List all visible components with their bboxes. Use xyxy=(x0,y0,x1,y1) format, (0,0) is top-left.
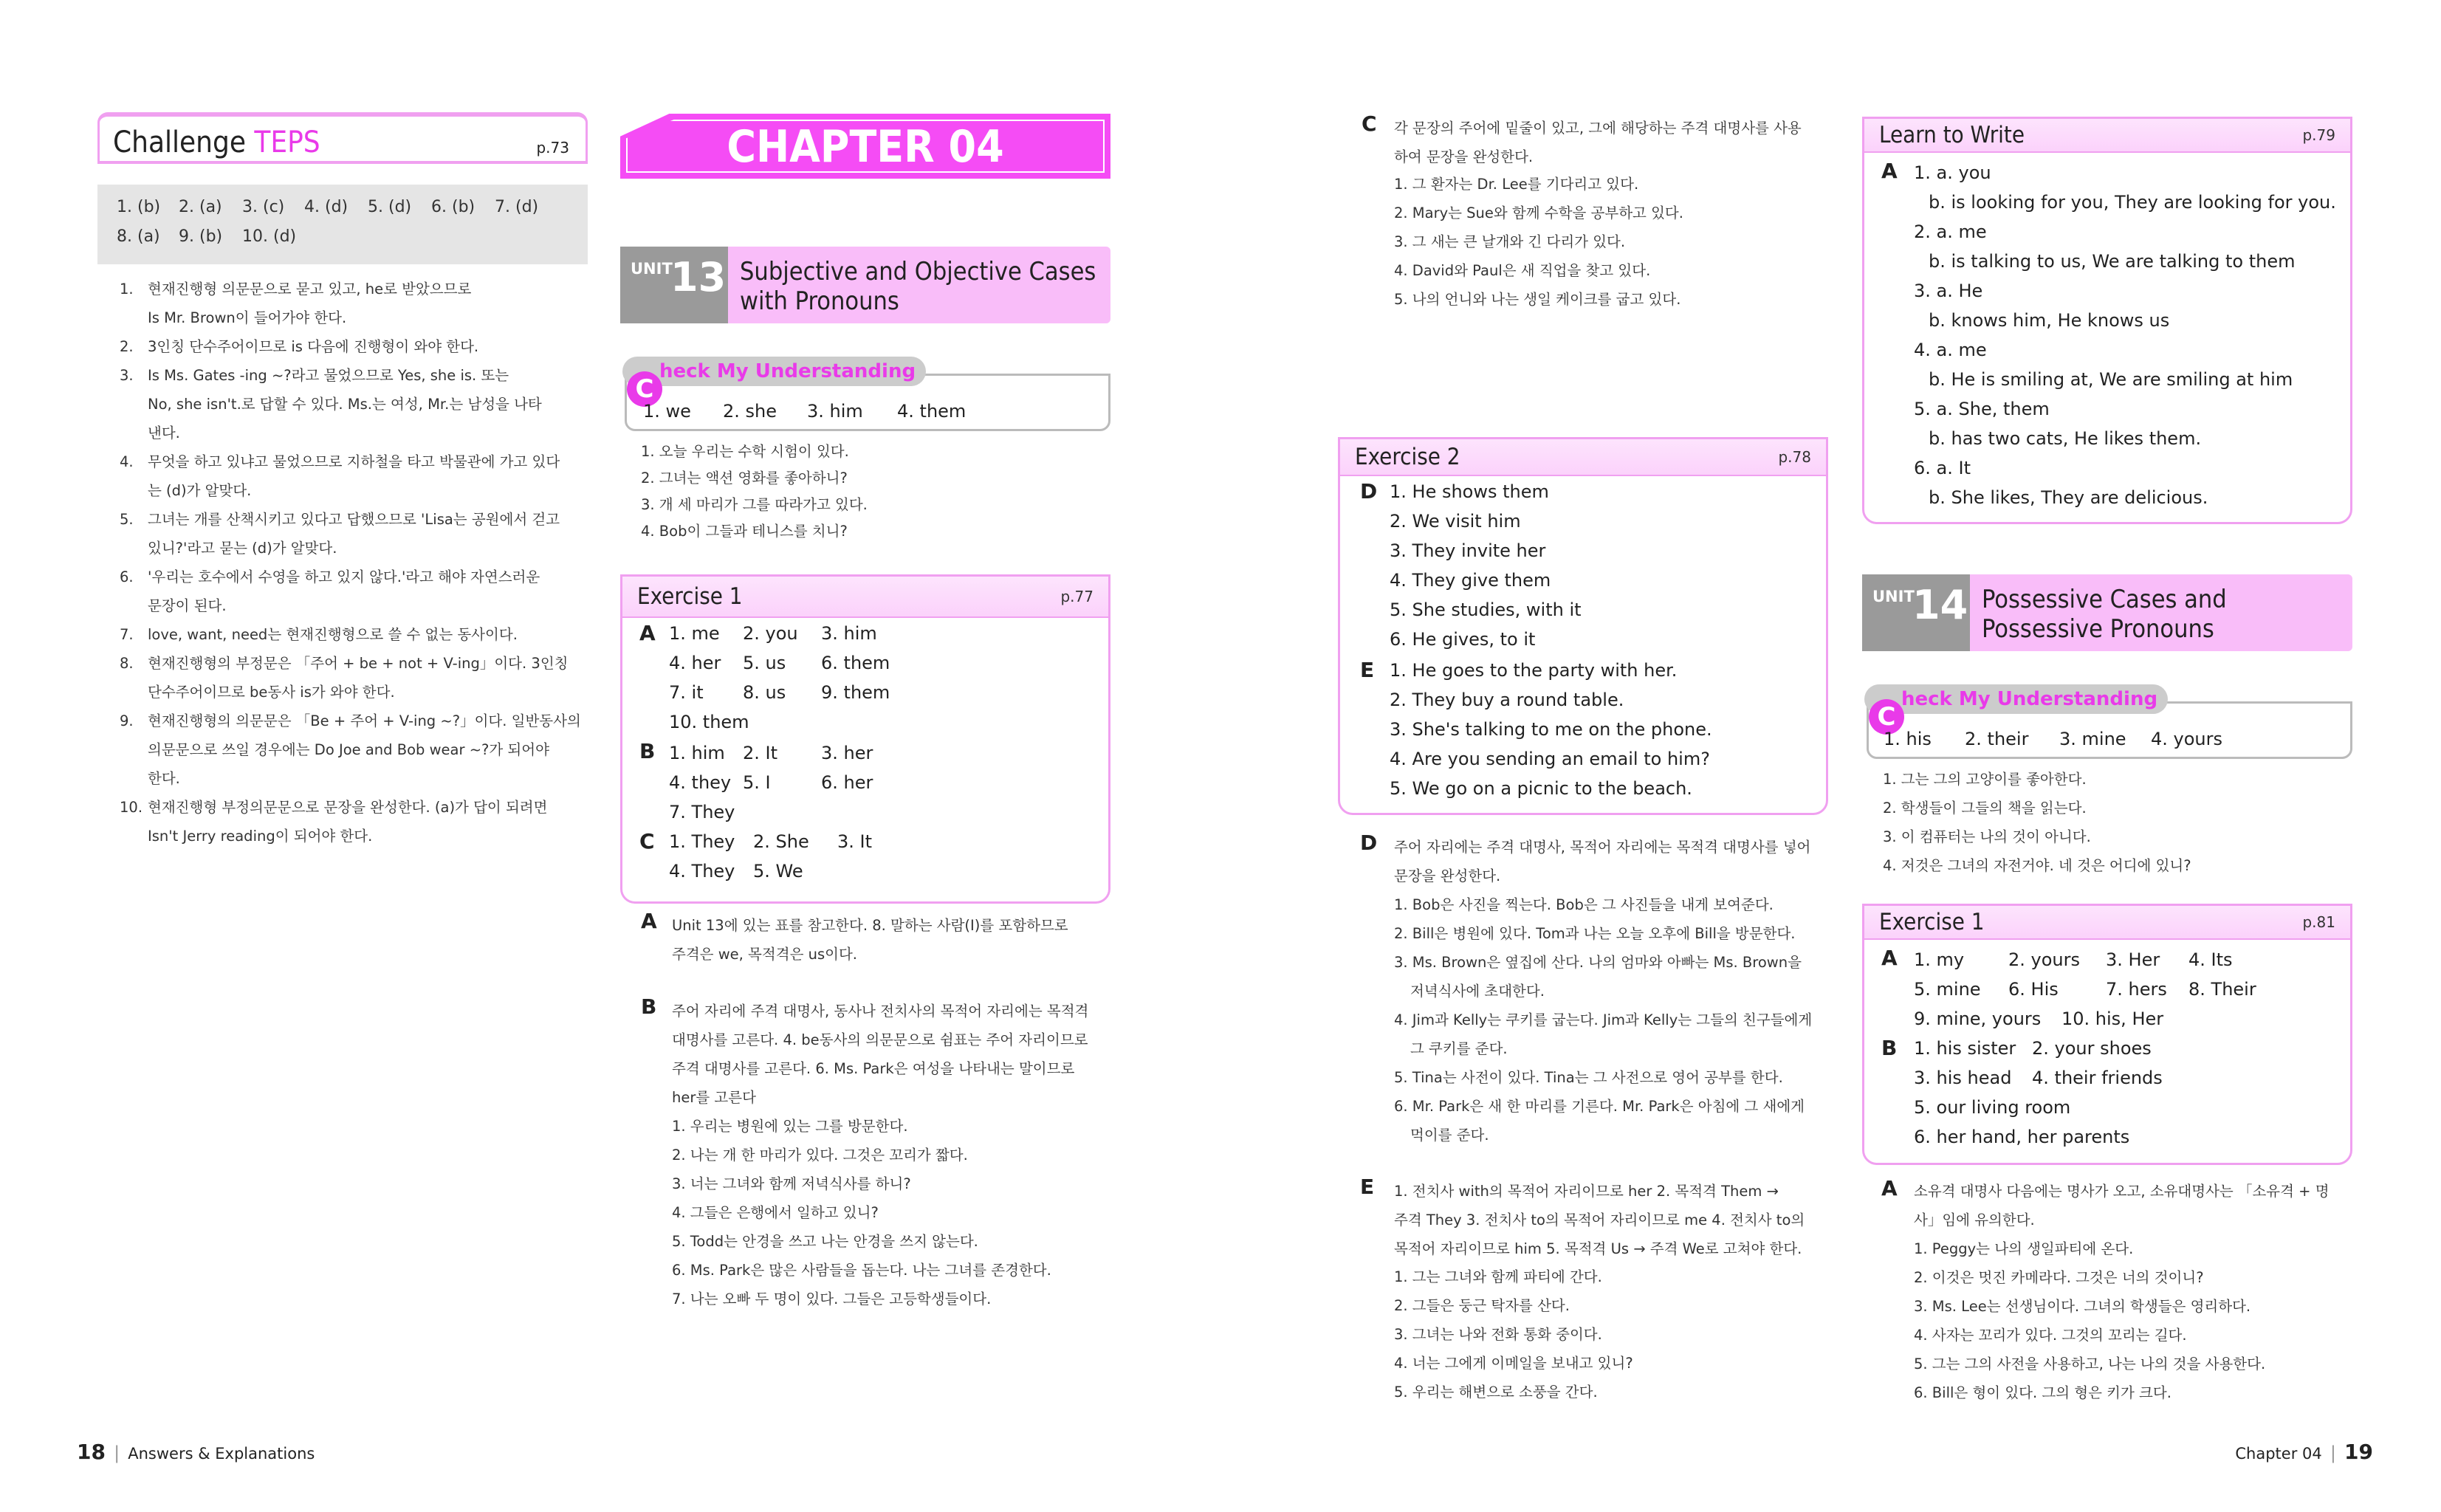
note-line: 목적어 자리이므로 him 5. 목적격 Us → 주격 We로 고쳐야 한다. xyxy=(1394,1240,1802,1257)
note-sub: 3. 그 새는 큰 날개와 긴 다리가 있다. xyxy=(1394,233,1626,250)
unit-14-header xyxy=(1862,574,2352,651)
answer: 2. They buy a round table. xyxy=(1390,690,1624,710)
footer-sep-left: | xyxy=(114,1443,120,1463)
page-number-right: 19 xyxy=(2344,1440,2373,1464)
section-letter: A xyxy=(639,621,656,645)
answer: 1. his sister xyxy=(1914,1038,2016,1059)
explanation-line: 낸다. xyxy=(148,425,180,441)
note-sub: 2. 그들은 둥근 탁자를 산다. xyxy=(1394,1297,1570,1314)
unit-number: 13 xyxy=(670,254,727,300)
cmu-note: 2. 학생들이 그들의 책을 읽는다. xyxy=(1883,800,2087,817)
cmu-note: 1. 오늘 우리는 수학 시험이 있다. xyxy=(641,443,849,460)
note-sub: 2. Bill은 병원에 있다. Tom과 나는 오늘 오후에 Bill을 방문한다. xyxy=(1394,925,1796,942)
footer-right xyxy=(2235,1440,2373,1464)
note-line: her를 고른다 xyxy=(672,1089,756,1106)
footer-left xyxy=(77,1440,315,1464)
section-letter: C xyxy=(639,829,655,853)
note-sub: 7. 나는 오빠 두 명이 있다. 그들은 고등학생들이다. xyxy=(672,1291,992,1307)
challenge-title: Challenge TEPS xyxy=(113,126,320,159)
explanation-line: 단수주어이므로 be동사 is가 와야 한다. xyxy=(148,684,395,701)
page-number-left: 18 xyxy=(77,1440,106,1464)
explanation-line: 는 (d)가 알맞다. xyxy=(148,482,252,499)
answer: 3. She's talking to me on the phone. xyxy=(1390,719,1712,740)
section-letter: D xyxy=(1360,479,1378,504)
explanation-line: 3인칭 단수주어이므로 is 다음에 진행형이 와야 한다. xyxy=(148,338,479,355)
answer: 2. you xyxy=(743,623,798,644)
answer: 3. her xyxy=(821,743,873,763)
ltw-item: b. He is smiling at, We are smiling at him xyxy=(1929,369,2293,390)
explanation-number: 4. xyxy=(120,453,134,470)
answer: 1. He goes to the party with her. xyxy=(1390,660,1678,681)
cmu-note: 2. 그녀는 액션 영화를 좋아하니? xyxy=(641,470,848,487)
cmu14-answer-2: 2. their xyxy=(1965,729,2029,749)
explanation-number: 6. xyxy=(120,568,134,585)
explanation-number: 2. xyxy=(120,338,134,355)
explanation-line: Is Ms. Gates -ing ~?라고 물었으므로 Yes, she is. 또는 xyxy=(148,367,509,384)
cmu-note: 1. 그는 그의 고양이를 좋아한다. xyxy=(1883,771,2087,788)
note-sub: 4. 사자는 꼬리가 있다. 그것의 꼬리는 길다. xyxy=(1914,1327,2187,1344)
footer-sep-right: | xyxy=(2330,1443,2336,1463)
explanation-number: 1. xyxy=(120,281,134,298)
explanation-line: love, want, need는 현재진행형으로 쓸 수 없는 동사이다. xyxy=(148,626,518,643)
challenge-answer: 3. (c) xyxy=(242,198,285,216)
exercise-14-page: p.81 xyxy=(2302,913,2335,931)
ltw-item: 1. a. you xyxy=(1914,162,1991,183)
answer: 1. He shows them xyxy=(1390,481,1549,502)
note-letter: D xyxy=(1360,831,1378,855)
answer: 6. them xyxy=(821,653,890,673)
check-c-icon: C xyxy=(627,371,662,407)
ltw-item: b. She likes, They are delicious. xyxy=(1929,487,2208,508)
challenge-page: p.73 xyxy=(536,139,569,157)
note-sub: 6. Mr. Park은 새 한 마리를 기른다. Mr. Park은 아침에 그 새에게 xyxy=(1394,1098,1805,1115)
note-sub: 3. 너는 그녀와 함께 저녁식사를 하니? xyxy=(672,1175,911,1192)
note-sub: 5. 그는 그의 사전을 사용하고, 나는 나의 것을 사용한다. xyxy=(1914,1355,2266,1372)
note-sub: 1. 우리는 병원에 있는 그를 방문한다. xyxy=(672,1118,908,1135)
challenge-answer: 2. (a) xyxy=(179,198,222,216)
unit-label: UNIT xyxy=(631,260,673,278)
answer: 2. yours xyxy=(2008,949,2080,970)
note-sub: 5. Todd는 안경을 쓰고 나는 안경을 쓰지 않는다. xyxy=(672,1233,978,1250)
answer: 7. it xyxy=(669,682,704,703)
answer: 2. She xyxy=(753,831,809,852)
cmu-note: 4. Bob이 그들과 테니스를 치니? xyxy=(641,523,848,540)
note-line: 주격 대명사를 고른다. 6. Ms. Park은 여성을 나타내는 말이므로 xyxy=(672,1060,1075,1077)
note-sub: 3. Ms. Lee는 선생님이다. 그녀의 학생들은 영리하다. xyxy=(1914,1298,2251,1315)
explanation-line: 현재진행형 의문문으로 묻고 있고, he로 받았으므로 xyxy=(148,281,472,298)
note-sub: 5. 우리는 해변으로 소풍을 간다. xyxy=(1394,1384,1598,1401)
answer: 3. his head xyxy=(1914,1068,2012,1088)
challenge-answer: 5. (d) xyxy=(368,198,412,216)
note-line: 각 문장의 주어에 밑줄이 있고, 그에 해당하는 주격 대명사를 사용 xyxy=(1394,120,1802,137)
section-letter: B xyxy=(1881,1036,1898,1060)
answer: 10. them xyxy=(669,712,749,732)
note-sub: 6. Ms. Park은 많은 사람들을 돕는다. 나는 그녀를 존경한다. xyxy=(672,1262,1051,1279)
chapter-title: CHAPTER 04 xyxy=(727,121,1004,173)
ltw-item: 3. a. He xyxy=(1914,281,1983,301)
exercise-2-title: Exercise 2 xyxy=(1355,444,1460,470)
note-letter: A xyxy=(1881,1176,1898,1200)
explanation-line: 있니?'라고 묻는 (d)가 알맞다. xyxy=(148,540,337,557)
answer: 1. me xyxy=(669,623,720,644)
note-letter: A xyxy=(641,909,657,933)
answer: 9. mine, yours xyxy=(1914,1008,2042,1029)
answer: 2. your shoes xyxy=(2032,1038,2152,1059)
cmu13-answer-3: 3. him xyxy=(807,401,863,422)
challenge-title-teps: TEPS xyxy=(254,126,320,159)
footer-left-text: Answers & Explanations xyxy=(128,1445,315,1463)
answer: 4. They give them xyxy=(1390,570,1551,591)
unit-title-line2: Possessive Pronouns xyxy=(1982,614,2214,644)
answer: 8. Their xyxy=(2188,979,2256,1000)
exercise-14-title: Exercise 1 xyxy=(1879,909,1985,935)
explanation-number: 7. xyxy=(120,626,134,643)
cmu-note: 3. 개 세 마리가 그를 따라가고 있다. xyxy=(641,496,868,513)
ltw-item: b. is talking to us, We are talking to them xyxy=(1929,251,2296,272)
note-sub: 4. 너는 그에게 이메일을 보내고 있니? xyxy=(1394,1355,1633,1372)
note-sub: 4. Jim과 Kelly는 쿠키를 굽는다. Jim과 Kelly는 그들의 친구들에게 xyxy=(1394,1011,1813,1028)
section-letter: E xyxy=(1360,658,1375,682)
explanation-number: 8. xyxy=(120,655,134,672)
ltw-item: b. has two cats, He likes them. xyxy=(1929,428,2202,449)
check-c-icon: C xyxy=(1869,699,1904,735)
explanation-number: 10. xyxy=(120,799,143,816)
explanation-line: 그녀는 개를 산책시키고 있다고 답했으므로 'Lisa는 공원에서 걷고 xyxy=(148,511,560,528)
explanation-line: 무엇을 하고 있냐고 물었으므로 지하철을 타고 박물관에 가고 있다 xyxy=(148,453,560,470)
cmu14-answer-3: 3. mine xyxy=(2059,729,2126,749)
answer: 2. We visit him xyxy=(1390,511,1521,532)
explanation-number: 5. xyxy=(120,511,134,528)
note-sub: 1. 그 환자는 Dr. Lee를 기다리고 있다. xyxy=(1394,176,1639,193)
footer-right-text: Chapter 04 xyxy=(2235,1445,2322,1463)
note-sub: 2. Mary는 Sue와 함께 수학을 공부하고 있다. xyxy=(1394,205,1683,221)
answer: 6. His xyxy=(2008,979,2059,1000)
note-line: 주격은 we, 목적격은 us이다. xyxy=(672,946,857,963)
check-understanding-14 xyxy=(1867,688,2352,759)
unit-title-line1: Subjective and Objective Cases xyxy=(740,257,1096,286)
answer: 6. her hand, her parents xyxy=(1914,1127,2130,1147)
challenge-answer: 8. (a) xyxy=(117,227,160,246)
cmu14-answer-1: 1. his xyxy=(1884,729,1932,749)
cmu13-answer-2: 2. she xyxy=(723,401,777,422)
answer: 4. Are you sending an email to him? xyxy=(1390,749,1710,769)
answer: 5. She studies, with it xyxy=(1390,599,1582,620)
note-sub: 1. 그는 그녀와 함께 파티에 간다. xyxy=(1394,1268,1602,1285)
ltw-item: 6. a. It xyxy=(1914,458,1971,478)
note-line: 주격 They 3. 전치사 to의 목적어 자리이므로 me 4. 전치사 to의 xyxy=(1394,1212,1805,1228)
cmu13-answer-4: 4. them xyxy=(897,401,967,422)
answer: 6. He gives, to it xyxy=(1390,629,1536,650)
answer: 3. Her xyxy=(2106,949,2160,970)
note-sub: 저녁식사에 초대한다. xyxy=(1410,983,1545,1000)
answer: 2. It xyxy=(743,743,778,763)
note-line: 주어 자리에는 주격 대명사, 목적어 자리에는 목적격 대명사를 넣어 xyxy=(1394,839,1811,856)
note-line: 하여 문장을 완성한다. xyxy=(1394,148,1534,165)
answer: 1. my xyxy=(1914,949,1965,970)
learn-to-write-title: Learn to Write xyxy=(1879,122,2025,148)
check-understanding-13 xyxy=(625,360,1110,431)
note-sub: 4. 그들은 은행에서 일하고 있니? xyxy=(672,1204,879,1221)
explanation-line: 현재진행형의 부정문은 「주어 + be + not + V-ing」이다. 3인칭 xyxy=(148,655,569,672)
ltw-item: b. knows him, He knows us xyxy=(1929,310,2170,331)
note-sub: 먹이를 준다. xyxy=(1410,1127,1489,1144)
note-letter: B xyxy=(641,994,657,1019)
unit-number: 14 xyxy=(1912,582,1968,628)
ltw-item: 4. a. me xyxy=(1914,340,1987,360)
exercise-page: p.77 xyxy=(1060,588,1094,605)
note-letter: E xyxy=(1360,1175,1375,1199)
answer: 5. mine xyxy=(1914,979,1981,1000)
explanation-line: No, she isn't.로 답할 수 있다. Ms.는 여성, Mr.는 남성을 나타 xyxy=(148,396,542,413)
answer: 3. him xyxy=(821,623,877,644)
challenge-teps-box xyxy=(97,112,588,164)
answer: 3. It xyxy=(837,831,873,852)
answer: 1. They xyxy=(669,831,735,852)
explanation-number: 3. xyxy=(120,367,134,384)
note-line: 1. 전치사 with의 목적어 자리이므로 her 2. 목적격 Them → xyxy=(1394,1183,1779,1200)
note-sub: 3. Ms. Brown은 옆집에 산다. 나의 엄마와 아빠는 Ms. Brown을 xyxy=(1394,954,1802,971)
check-understanding-header: heck My Understanding xyxy=(622,357,926,386)
answer: 1. him xyxy=(669,743,725,763)
learn-to-write-page: p.79 xyxy=(2302,126,2335,144)
challenge-answers xyxy=(97,185,588,264)
challenge-answer: 10. (d) xyxy=(242,227,297,246)
unit-13-header xyxy=(620,247,1110,323)
section-letter: A xyxy=(1881,946,1898,970)
note-line: Unit 13에 있는 표를 참고한다. 8. 말하는 사람(I)를 포함하므로 xyxy=(672,917,1068,934)
ltw-item: b. is looking for you, They are looking for you. xyxy=(1929,192,2336,213)
challenge-answer: 7. (d) xyxy=(495,198,539,216)
explanation-line: 의문문으로 쓰일 경우에는 Do Joe and Bob wear ~?가 되어야 xyxy=(148,741,549,758)
challenge-answer: 1. (b) xyxy=(117,198,161,216)
check-understanding-header: heck My Understanding xyxy=(1864,684,2168,714)
answer: 7. They xyxy=(669,802,735,822)
explanation-line: 문장이 된다. xyxy=(148,597,227,614)
cmu-note: 4. 저것은 그녀의 자전거야. 네 것은 어디에 있니? xyxy=(1883,857,2191,874)
unit-title-line2: with Pronouns xyxy=(740,286,899,316)
note-sub: 1. Bob은 사진을 찍는다. Bob은 그 사진들을 내게 보여준다. xyxy=(1394,896,1774,913)
explanation-number: 9. xyxy=(120,712,134,729)
note-sub: 6. Bill은 형이 있다. 그의 형은 키가 크다. xyxy=(1914,1384,2172,1401)
answer: 8. us xyxy=(743,682,786,703)
explanation-line: Isn't Jerry reading이 되어야 한다. xyxy=(148,828,373,845)
cmu13-answer-1: 1. we xyxy=(643,401,691,422)
note-line: 주어 자리에 주격 대명사, 동사나 전치사의 목적어 자리에는 목적격 xyxy=(672,1003,1089,1020)
answer: 6. her xyxy=(821,772,873,793)
section-letter: A xyxy=(1881,159,1898,183)
note-sub: 1. Peggy는 나의 생일파티에 온다. xyxy=(1914,1240,2134,1257)
note-line: 대명사를 고른다. 4. be동사의 의문문으로 쉼표는 주어 자리이므로 xyxy=(672,1031,1088,1048)
explanation-line: Is Mr. Brown이 들어가야 한다. xyxy=(148,309,347,326)
note-letter: C xyxy=(1362,111,1377,136)
unit-label: UNIT xyxy=(1872,588,1915,605)
challenge-answer: 9. (b) xyxy=(179,227,223,246)
note-sub: 3. 그녀는 나와 전화 통화 중이다. xyxy=(1394,1326,1602,1343)
explanation-line: 한다. xyxy=(148,770,180,787)
answer: 5. We go on a picnic to the beach. xyxy=(1390,778,1692,799)
answer: 5. our living room xyxy=(1914,1097,2071,1118)
exercise-2-page: p.78 xyxy=(1778,448,1811,466)
answer: 4. their friends xyxy=(2032,1068,2163,1088)
exercise-title: Exercise 1 xyxy=(637,583,743,610)
note-line: 문장을 완성한다. xyxy=(1394,867,1501,884)
explanation-line: '우리는 호수에서 수영을 하고 있지 않다.'라고 해야 자연스러운 xyxy=(148,568,540,585)
note-sub: 4. David와 Paul은 새 직업을 찾고 있다. xyxy=(1394,262,1651,279)
answer: 3. They invite her xyxy=(1390,540,1546,561)
explanation-line: 현재진행형 부정의문문으로 문장을 완성한다. (a)가 답이 되려면 xyxy=(148,799,548,816)
note-sub: 그 쿠키를 준다. xyxy=(1410,1040,1508,1057)
ltw-item: 5. a. She, them xyxy=(1914,399,2050,419)
note-line: 사」임에 유의한다. xyxy=(1914,1212,2035,1228)
section-letter: B xyxy=(639,739,656,763)
cmu-note: 3. 이 컴퓨터는 나의 것이 아니다. xyxy=(1883,828,2091,845)
challenge-answer: 6. (b) xyxy=(431,198,476,216)
note-sub: 2. 나는 개 한 마리가 있다. 그것은 꼬리가 짧다. xyxy=(672,1147,968,1164)
explanation-line: 현재진행형의 의문문은 「Be + 주어 + V-ing ~?」이다. 일반동사의 xyxy=(148,712,581,729)
ltw-item: 2. a. me xyxy=(1914,221,1987,242)
exercise-14-box xyxy=(1862,904,2352,1165)
note-line: 소유격 대명사 다음에는 명사가 오고, 소유대명사는 「소유격 + 명 xyxy=(1914,1183,2330,1200)
unit-title-line1: Possessive Cases and xyxy=(1982,585,2227,614)
answer: 4. They xyxy=(669,861,735,882)
answer: 5. We xyxy=(753,861,803,882)
challenge-answer: 4. (d) xyxy=(304,198,349,216)
answer: 9. them xyxy=(821,682,890,703)
note-sub: 5. 나의 언니와 나는 생일 케이크를 굽고 있다. xyxy=(1394,291,1681,308)
answer: 7. hers xyxy=(2106,979,2167,1000)
answer: 5. us xyxy=(743,653,786,673)
note-sub: 2. 이것은 멋진 카메라다. 그것은 너의 것이니? xyxy=(1914,1269,2204,1286)
cmu14-answer-4: 4. yours xyxy=(2151,729,2222,749)
answer: 5. I xyxy=(743,772,771,793)
answer: 10. his, Her xyxy=(2061,1008,2164,1029)
note-sub: 5. Tina는 사전이 있다. Tina는 그 사전으로 영어 공부를 한다. xyxy=(1394,1069,1783,1086)
answer: 4. Its xyxy=(2188,949,2233,970)
answer: 4. her xyxy=(669,653,721,673)
answer: 4. they xyxy=(669,772,732,793)
